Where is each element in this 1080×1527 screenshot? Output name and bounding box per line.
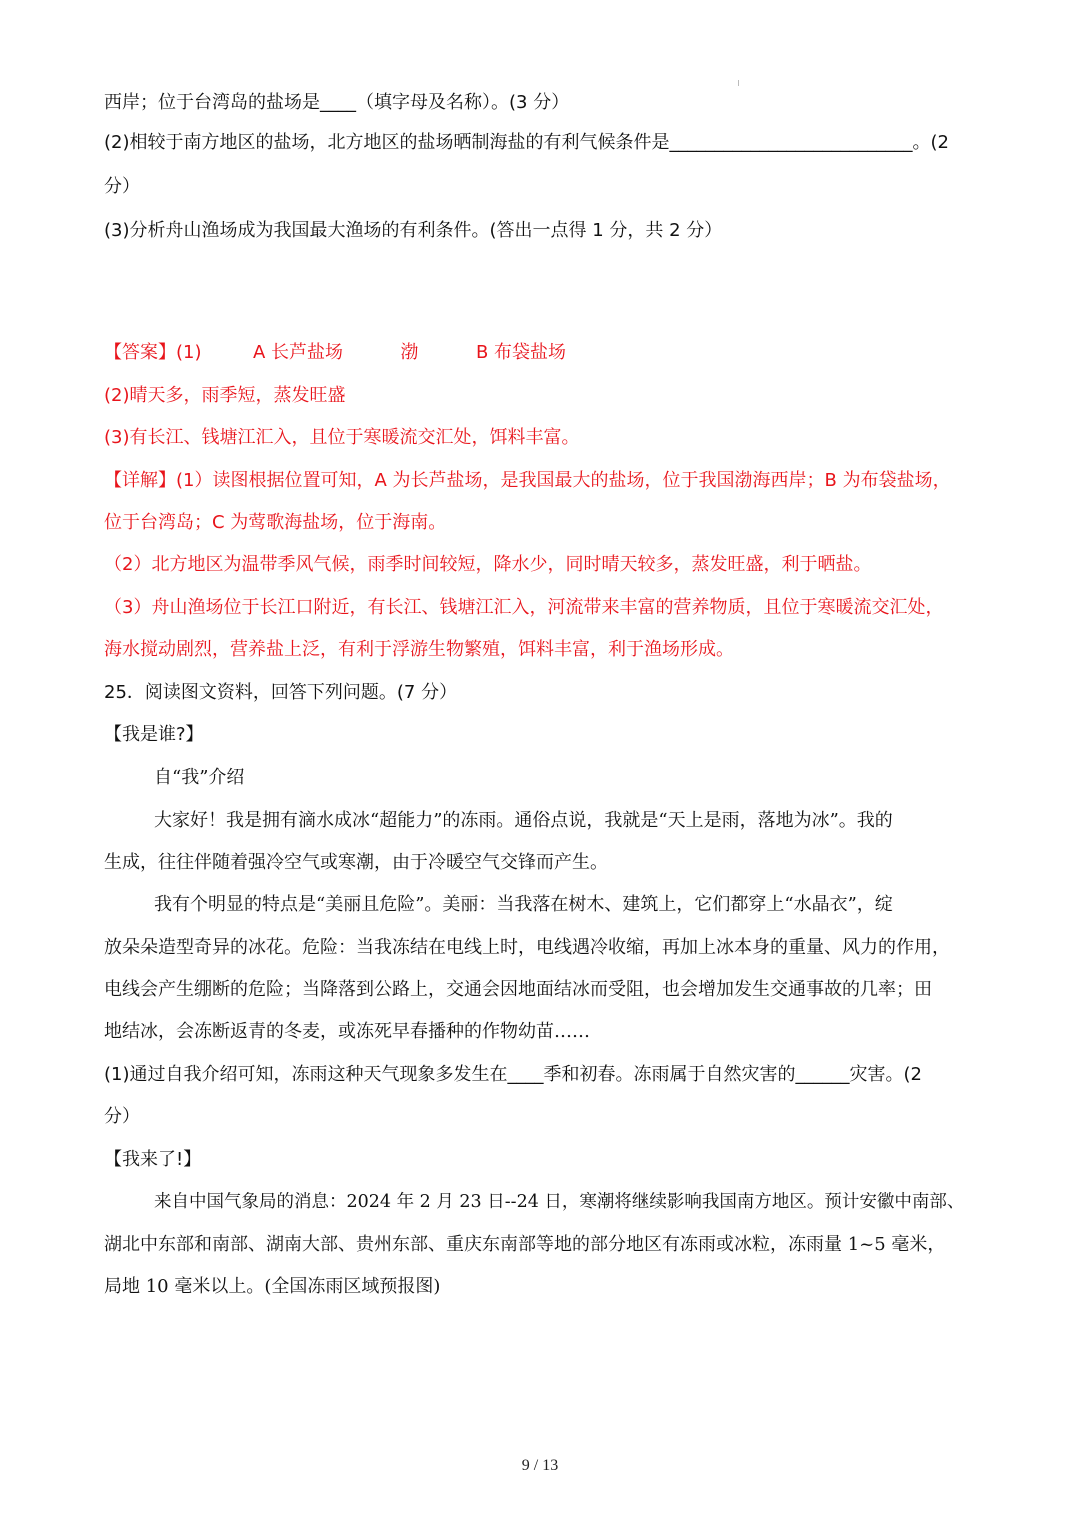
answer-2: (2)晴天多，雨季短，蒸发旺盛: [104, 385, 346, 406]
answer-1-item-b: 渤: [400, 342, 419, 363]
detail-2: （2）北方地区为温带季风气候，雨季时间较短，降水少，同时晴天较多，蒸发旺盛，利于晒盐。: [104, 554, 872, 575]
q25-part1-cont: 分）: [104, 1106, 140, 1127]
q25-p2d: 地结冰，会冻断返青的冬麦，或冻死早春播种的作物幼苗……: [104, 1021, 590, 1042]
q24-part2-cont: 分）: [104, 176, 140, 197]
q24-part3: (3)分析舟山渔场成为我国最大渔场的有利条件。(答出一点得 1 分，共 2 分）: [104, 220, 723, 241]
q25-p2c: 电线会产生绷断的危险；当降落到公路上，交通会因地面结冰而受阻，也会增加发生交通事故的几率；田: [104, 979, 932, 1000]
answer-3: (3)有长江、钱塘江汇入，且位于寒暖流交汇处，饵料丰富。: [104, 427, 580, 448]
detail-1a: 【详解】(1）读图根据位置可知，A 为长芦盐场，是我国最大的盐场，位于我国渤海西岸；B 为布袋盐场，: [104, 470, 951, 491]
q25-title: 25．阅读图文资料，回答下列问题。(7 分）: [104, 682, 458, 703]
q25-part1: (1)通过自我介绍可知，冻雨这种天气现象多发生在____季和初春。冻雨属于自然灾害的______灾害。(2: [104, 1064, 922, 1085]
page-number: 9 / 13: [521, 1457, 559, 1474]
q25-p1b: 生成，往往伴随着强冷空气或寒潮，由于冷暖空气交锋而产生。: [104, 852, 608, 873]
answer-line-1: [104, 341, 980, 365]
q25-intro-title: 自“我”介绍: [154, 767, 245, 788]
scan-mark: [738, 80, 739, 86]
q25-section-coming: 【我来了!】: [104, 1149, 202, 1170]
q25-p2b: 放朵朵造型奇异的冰花。危险：当我冻结在电线上时，电线遇冷收缩，再加上冰本身的重量、风力的作用，: [104, 937, 950, 958]
q24-line-tail: 西岸；位于台湾岛的盐场是____（填字母及名称）。(3 分）: [104, 92, 570, 113]
detail-3b: 海水搅动剧烈，营养盐上泛，有利于浮游生物繁殖，饵料丰富，利于渔场形成。: [104, 639, 734, 660]
answer-1-item-c: B 布袋盐场: [475, 342, 567, 363]
q25-p2a: 我有个明显的特点是“美丽且危险”。美丽：当我落在树木、建筑上，它们都穿上“水晶衣”，绽: [154, 894, 893, 915]
q25-p1a: 大家好！我是拥有滴水成冰“超能力”的冻雨。通俗点说，我就是“天上是雨，落地为冰”。我的: [154, 810, 893, 831]
answer-1-item-a: A 长芦盐场: [252, 342, 344, 363]
q25-p3c: 局地 10 毫米以上。(全国冻雨区域预报图): [104, 1276, 441, 1297]
q25-p3b: 湖北中东部和南部、湖南大部、贵州东部、重庆东南部等地的部分地区有冻雨或冰粒，冻雨量 1~5 毫米，: [104, 1234, 946, 1255]
answer-label: 【答案】(1): [104, 342, 202, 363]
q25-section-who: 【我是谁?】: [104, 724, 204, 745]
detail-3a: （3）舟山渔场位于长江口附近，有长江、钱塘江汇入，河流带来丰富的营养物质，且位于寒暖流交汇处，: [104, 597, 944, 618]
q24-part2: (2)相较于南方地区的盐场，北方地区的盐场晒制海盐的有利气候条件是___________________________。(2: [104, 132, 949, 153]
q25-p3a: 来自中国气象局的消息：2024 年 2 月 23 日--24 日，寒潮将继续影响我国南方地区。预计安徽中南部、: [154, 1192, 965, 1212]
detail-1b: 位于台湾岛；C 为莺歌海盐场，位于海南。: [104, 512, 447, 533]
